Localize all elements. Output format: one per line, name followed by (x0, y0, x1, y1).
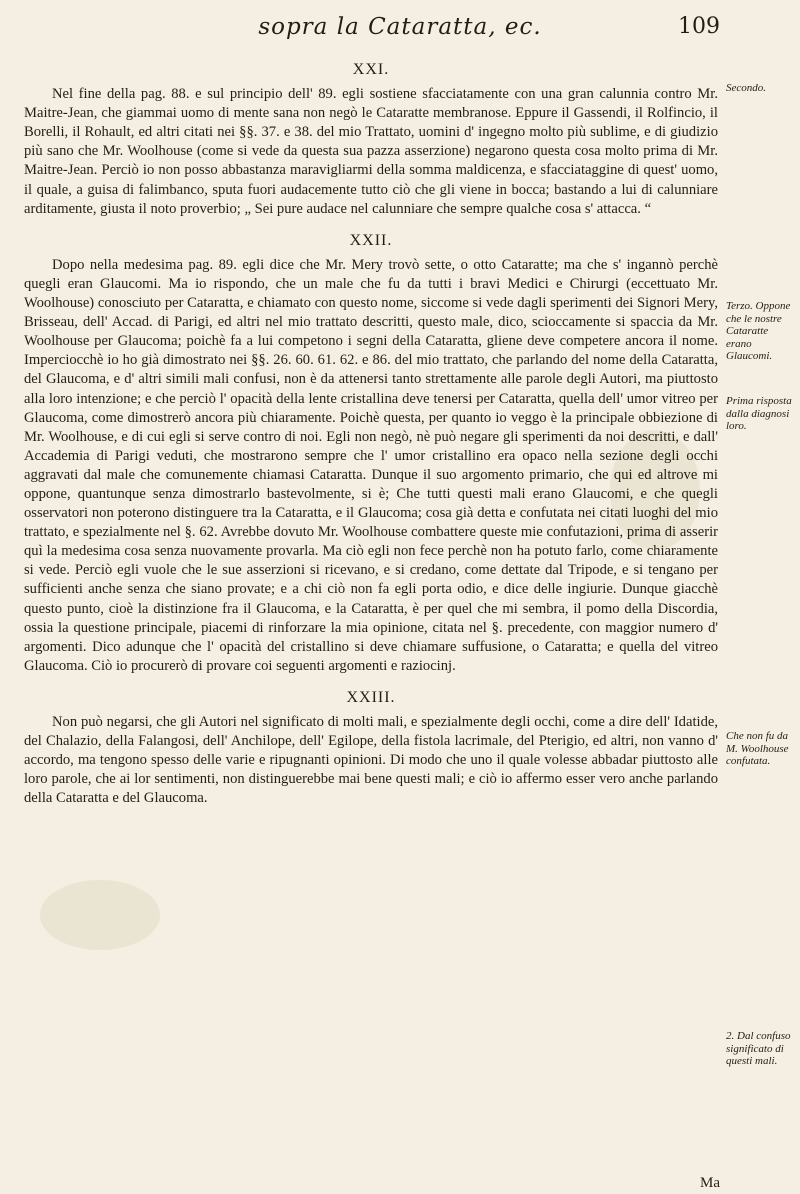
page-number: 109 (678, 14, 720, 39)
section-heading-xxii: XXII. (349, 231, 393, 249)
body-text (24, 60, 718, 808)
running-head: sopra la Cataratta, ec. (258, 14, 542, 40)
marginal-note: 2. Dal confuso significato di questi mali. (726, 1030, 791, 1067)
catchword: Ma (700, 1175, 720, 1191)
section-xxii-paragraph: Dopo nella medesima pag. 89. egli dice che Mr. Mery trovò sette, o otto Cataratte; ma che s' ingannò perchè quegli eran Glaucomi. Ma io rispondo, che un male che fu da tutti i bravi Medici e Chirurgi (eccettuato Mr. Woolhouse) conosciuto per Cataratta, e chiamato con questo nome, siccome si vede dagli sperimenti dei Signori Mery, Brisseau, dell' Accad. di Parigi, ed altri nel mio trattato descritti, questo male, dico, scioccamente si spaccia da Mr. Woolhouse per Glaucoma; poichè fa a lui competono i segni della Cataratta, gliene deve competere ancora il nome. Imperciocchè io ho già dimostrato nei §§. 26. 60. 61. 62. e 86. del mio trattato, che parlando del nome della Cataratta, del Glaucoma, e d' altri simili mali confusi, non è da attenersi tanto strettamente alle parole degli Autori, ma piuttosto alla loro intenzione; e che perciò l' opacità della lente cristallina deve tenersi per Cataratta, quella dell' umor vitreo per Glaucoma, come dimostrerò ancora più chiaramente. Poichè questa, per quanto io veggo è la principale obbiezione di Mr. Woolhouse, e di cui egli si serve contro di noi. Egli non negò, nè può negare gli sperimenti da noi descritti, e dall' Accademia di Parigi veduti, che mostrarono sempre che l' umor cristallino era opaco nella sezione degli occhi aggravati dal male che comunemente chiamasi Cataratta. Dunque il suo argomento primario, che qui ed altrove mi oppone, quantunque senza dimostrarlo bastevolmente, si è; Che tutti questi mali erano Glaucomi, e che quegli osservatori non poterono distinguere tra la Cataratta, e il Glaucoma; cosa già detta e confutata nei citati luoghi del mio trattato, e spezialmente nel §. 62. Avrebbe dovuto Mr. Woolhouse combattere queste mie confutazioni, prima di asserir quì la medesima cosa senza nuovamente provarla. Ma ciò egli non fece perchè non ha potuto farlo, come chiaramente si vede. Perciò egli vuole che le sue asserzioni si ricevano, e si credano, come dettate dal Tripode, e si tengano per sufficienti anche senza che siano provate; e a chi ciò non fa egli porta odio, e dice delle ingiurie. Dunque giacchè questo punto, cioè la distinzione fra il Glaucoma, e la Cataratta, è per quel che mi sembra, il pomo della Discordia, ossia la questione principale, piacemi di rinforzare la mia opinione, citata nel §. precedente, con maggior numero d' argomenti. Dico adunque che l' opacità del cristallino si deve chiamare suffusione, o Cataratta; e quella del vitreo Glaucoma. Ciò io procurerò di provare coi seguenti argomenti e raziocinj. (24, 256, 718, 674)
marginal-note: Secondo. (726, 82, 767, 94)
section-xxi-paragraph: Nel fine della pag. 88. e sul principio dell' 89. egli sostiene sfacciatamente con una gran calunnia contro Mr. Maitre-Jean, che giammai uomo di mente sana non negò le Cataratte membranose. Eppure il Gassendi, il Rolfincio, il Borelli, il Rohault, ed altri citati nei §§. 37. e 38. del mio Trattato, uomini d' ingegno molto più sublime, e di giudizio più sano che Mr. Woolhouse (come si vede da questa sua pazza asserzione) negarono questa cosa molto prima di Mr. Maitre-Jean. Perciò io non posso abbastanza maravigliarmi della somma maldicenza, e sfacciataggine di quest' uomo, il quale, a guisa di falimbanco, sputa fuori audacemente tutto ciò che gli viene in bocca; bastando a lui di calunniare arditamente, giusta il noto proverbio; „ Sei pure audace nel calunniare che sempre qualche cosa s' attacca. “ (24, 86, 718, 217)
marginal-note: Terzo. Oppone che le nostre Cataratte erano Glaucomi. (726, 300, 791, 362)
marginal-note: Che non fu da M. Woolhouse confutata. (726, 730, 789, 767)
section-heading-xxiii: XXIII. (346, 688, 396, 706)
section-xxiii-paragraph: Non può negarsi, che gli Autori nel significato di molti mali, e spezialmente degli occhi, come a dire dell' Idatide, del Chalazio, della Falangosi, dell' Anchilope, dell' Egilope, della fistola lacrimale, del Pterigio, ed altri, non vanno d' accordo, ma tengono spesso delle varie e ripugnanti opinioni. Di modo che uno il quale volesse abbadar piuttosto alle loro parole, che ai lor sentimenti, non distinguerebbe mai bene questi mali; e ciò io affermo esser vero anche parlando della Cataratta e del Glaucoma. (24, 714, 718, 807)
page-header (80, 14, 720, 44)
section-heading-xxi: XXI. (352, 61, 390, 78)
paper-stain (40, 880, 160, 950)
marginal-note: Prima risposta dalla diagnosi loro. (726, 395, 792, 432)
